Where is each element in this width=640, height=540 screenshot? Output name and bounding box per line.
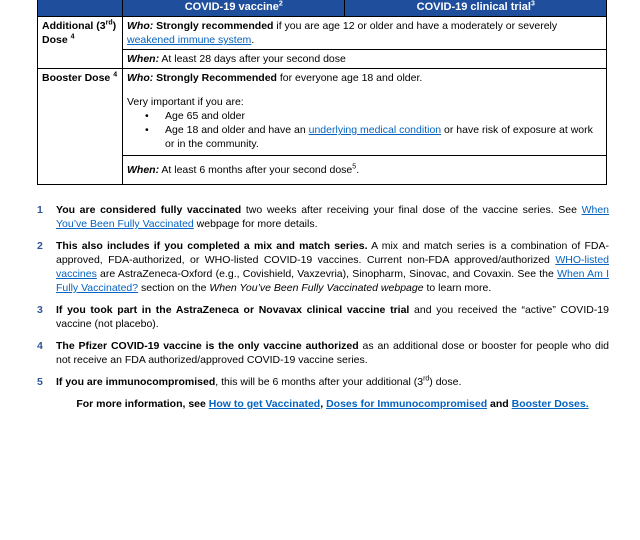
when-label: When:	[127, 164, 160, 176]
footnote-number: 1	[37, 204, 43, 216]
footnote-italic: When You’ve Been Fully Vaccinated webpage	[209, 282, 424, 294]
additional-when-cell	[123, 50, 607, 69]
footnote-3	[37, 303, 609, 331]
more-info-text: ,	[320, 398, 327, 410]
footnote-number: 3	[37, 304, 43, 316]
list-item: • Age 65 and older	[165, 109, 602, 123]
footnote-emphasis: This also includes if you completed a mix and match series.	[56, 240, 368, 252]
footnote-2	[37, 239, 609, 295]
label-text: Booster Dose	[42, 72, 111, 84]
header-label: COVID-19 vaccine	[184, 1, 279, 13]
additional-who-cell	[123, 17, 607, 50]
label-footnote: 4	[113, 71, 118, 79]
who-emphasis: Strongly recommended	[156, 20, 274, 32]
who-listed-vaccines-link[interactable]: WHO-listed vaccines	[56, 254, 609, 280]
underlying-medical-condition-link[interactable]: underlying medical condition	[308, 124, 442, 136]
booster-doses-link[interactable]: Booster Doses.	[511, 398, 589, 410]
who-emphasis: Strongly Recommended	[156, 72, 277, 84]
when-text: At least 6 months after your second dose	[159, 164, 353, 176]
label-sup: rd	[105, 19, 113, 27]
booster-criteria-list	[127, 109, 602, 151]
who-label: Who:	[127, 20, 154, 32]
when-label: When:	[127, 53, 160, 65]
row-label-additional-dose	[38, 17, 123, 69]
footnote-4	[37, 339, 609, 367]
footnote-text: section on the	[138, 282, 210, 294]
footnote-sup: rd	[423, 375, 430, 383]
row-label-booster-dose	[38, 69, 123, 185]
footnote-text: and you received the “active” COVID-19 vaccine (not placebo).	[56, 304, 609, 330]
table-row-additional-who	[38, 17, 607, 50]
who-text: if you are age 12 or older and have a moderately or severely	[273, 20, 558, 32]
footnote-text: to learn more.	[423, 282, 492, 294]
header-cell-clinical-trial	[345, 0, 607, 17]
when-text: .	[356, 164, 360, 176]
label-footnote: 4	[70, 33, 75, 41]
footnote-number: 5	[37, 376, 43, 388]
vaccine-eligibility-table	[37, 0, 607, 185]
footnote-number: 4	[37, 340, 43, 352]
label-text: Dose	[42, 34, 68, 46]
when-am-i-fully-vaccinated-link[interactable]: When Am I Fully Vaccinated?	[56, 268, 610, 294]
footnote-number: 2	[37, 240, 43, 252]
footnotes	[37, 203, 609, 411]
table-row-additional-when	[38, 50, 607, 69]
who-label: Who:	[127, 72, 154, 84]
footnote-text: two weeks after receiving your final dose of the vaccine series. See	[241, 204, 582, 216]
footnote-text: , this will be 6 months after your additional (3	[215, 376, 424, 388]
booster-who-cell	[123, 69, 607, 156]
footnote-emphasis: If you took part in the AstraZeneca or Novavax clinical vaccine trial	[56, 304, 410, 316]
table-header-row	[38, 0, 607, 17]
footnote-text: ) dose.	[429, 376, 462, 388]
footnote-emphasis: You are considered fully vaccinated	[56, 204, 242, 216]
footnote-text: are AstraZeneca-Oxford (e.g., Covishield, Vaxzevria), Sinopharm, Sinovac, and Covaxin. See the	[96, 268, 558, 280]
footnote-emphasis: The Pfizer COVID-19 vaccine is the only vaccine authorized	[56, 340, 359, 352]
list-text: Age 18 and older and have an	[165, 124, 309, 136]
table-row-booster-when	[38, 156, 607, 185]
booster-when-cell	[123, 156, 607, 185]
footnote-text: webpage for more details.	[193, 218, 318, 230]
fully-vaccinated-link[interactable]: When You’ve Been Fully Vaccinated	[56, 204, 609, 230]
header-cell-covid-vaccine	[123, 0, 345, 17]
doses-for-immunocompromised-link[interactable]: Doses for Immunocompromised	[326, 398, 488, 410]
important-heading: Very important if you are:	[127, 96, 244, 108]
header-footnote: 3	[530, 0, 535, 8]
list-item	[165, 123, 602, 151]
footnote-5	[37, 375, 609, 389]
when-text: At least 28 days after your second dose	[159, 53, 346, 65]
header-label: COVID-19 clinical trial	[416, 1, 531, 13]
label-text: )	[112, 20, 117, 32]
footnote-text: A mix and match series is a combination of FDA-approved, FDA-authorized, or WHO-listed COVID-19 vaccines. Current non-FDA approved/authorized	[56, 240, 609, 266]
who-text: .	[251, 34, 255, 46]
who-text: for everyone age 18 and older.	[276, 72, 423, 84]
more-information	[37, 397, 609, 411]
more-info-text: and	[487, 398, 512, 410]
weakened-immune-system-link[interactable]: weakened immune system	[127, 34, 252, 46]
more-info-text: For more information, see	[76, 398, 209, 410]
header-footnote: 2	[278, 0, 283, 8]
label-text: Additional (3	[42, 20, 106, 32]
when-footnote: 5	[352, 163, 357, 171]
table-row-booster-who	[38, 69, 607, 156]
how-to-get-vaccinated-link[interactable]: How to get Vaccinated	[208, 398, 321, 410]
footnote-1	[37, 203, 609, 231]
footnote-text: as an additional dose or booster for people who did not receive an FDA authorized/approved COVID-19 vaccine series.	[56, 340, 609, 366]
header-cell-blank	[38, 0, 123, 17]
list-text: or have risk of exposure at work or in the community.	[165, 124, 593, 150]
footnote-emphasis: If you are immunocompromised	[56, 376, 216, 388]
